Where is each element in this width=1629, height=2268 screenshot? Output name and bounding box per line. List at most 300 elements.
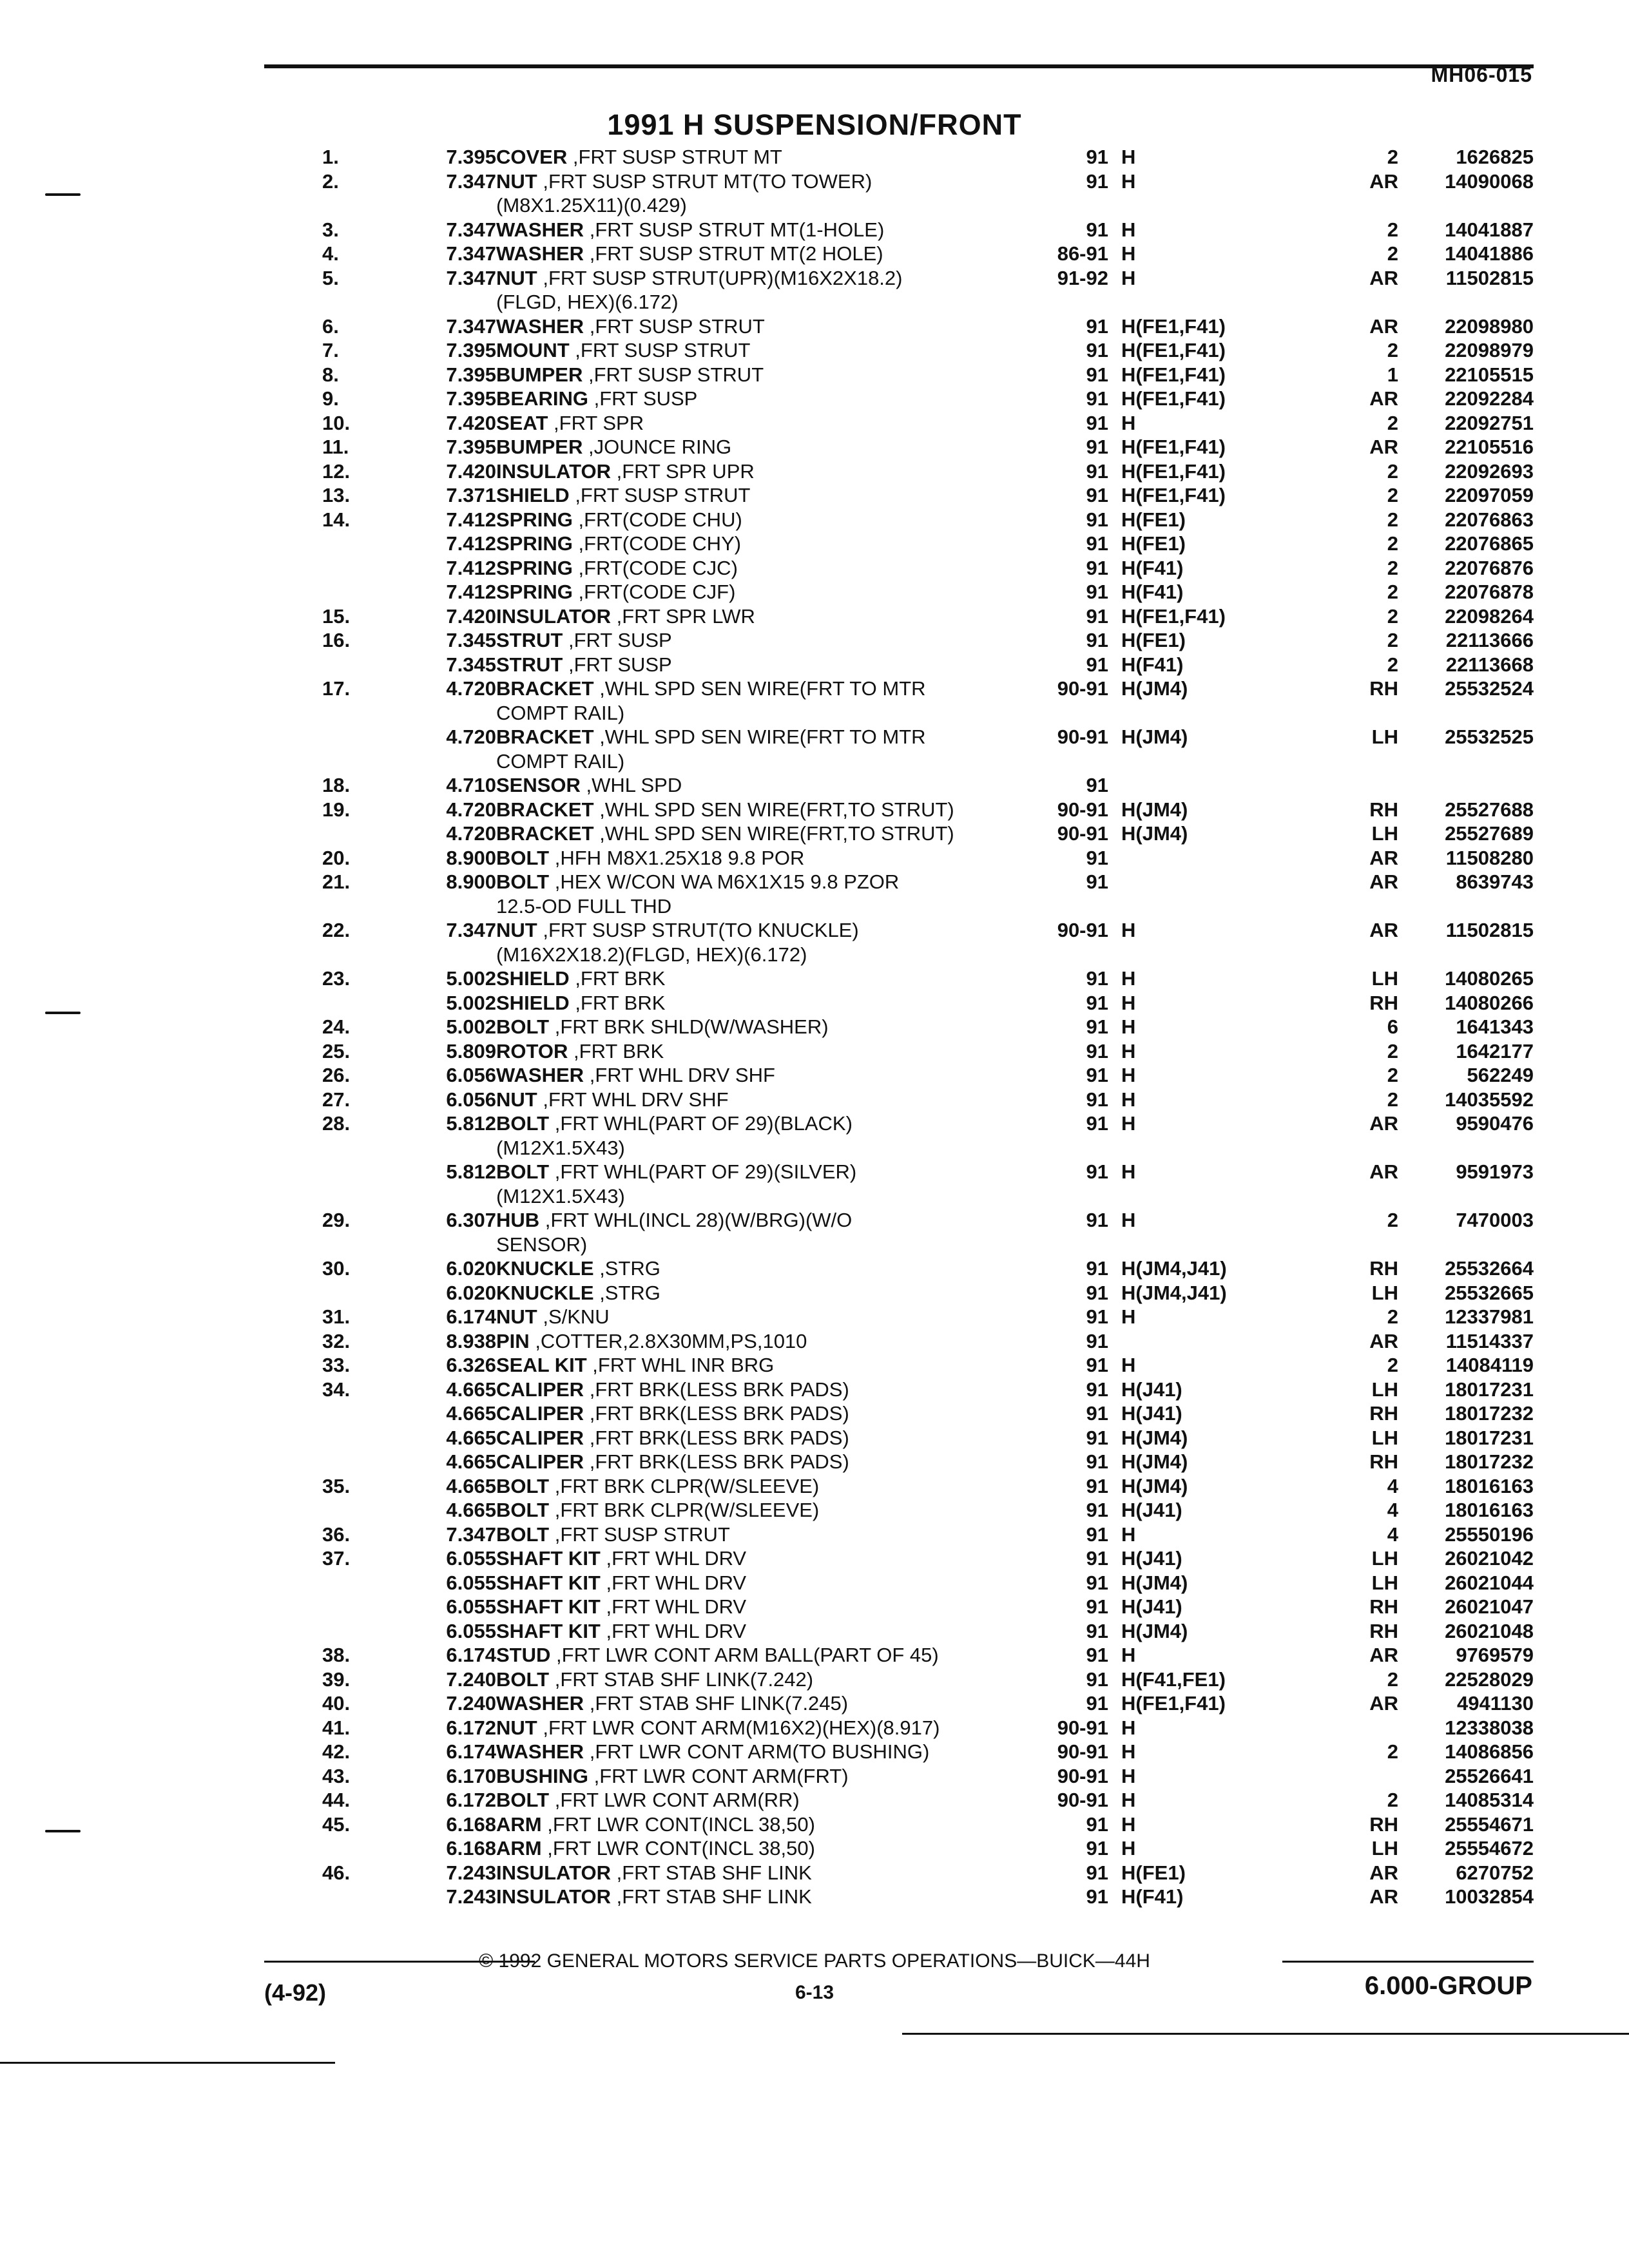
quantity: AR: [1369, 1160, 1398, 1183]
model-code: H(FE1,F41): [1121, 363, 1226, 386]
model-year: 91: [1086, 314, 1108, 338]
part-number: 1626825: [1456, 146, 1534, 168]
model-code: H: [1121, 146, 1136, 168]
part-row: [0, 435, 1629, 459]
model-year: 91: [1086, 218, 1108, 241]
group-number: 6.168: [446, 1812, 496, 1836]
part-detail: ,FRT SUSP STRUT MT(1-HOLE): [589, 218, 885, 241]
description: [496, 677, 926, 701]
group-number: 6.174: [446, 1740, 496, 1763]
part-name: NUT: [496, 169, 537, 193]
part-detail: ,FRT STAB SHF LINK(7.245): [589, 1692, 849, 1715]
part-name: MOUNT: [496, 339, 570, 361]
quantity: AR: [1369, 1692, 1398, 1715]
model-year: 91: [1086, 1595, 1108, 1618]
model-year: 91: [1086, 1523, 1108, 1546]
description: [496, 604, 755, 629]
bottom-rule-left: [0, 2062, 335, 2064]
quantity: RH: [1369, 991, 1398, 1014]
part-detail: ,FRT STAB SHF LINK: [616, 1861, 812, 1884]
part-number: 18017232: [1445, 1402, 1534, 1425]
part-number: 18016163: [1445, 1499, 1534, 1521]
part-detail: ,FRT LWR CONT ARM BALL(PART OF 45): [556, 1644, 939, 1666]
group-number: 7.412: [446, 508, 496, 531]
part-number: 22076878: [1445, 581, 1534, 603]
part-number: 25532525: [1445, 726, 1534, 748]
part-detail: ,FRT WHL(PART OF 29)(SILVER): [554, 1160, 857, 1183]
item-number: 45.: [322, 1812, 351, 1836]
part-number: 4941130: [1457, 1692, 1534, 1715]
part-name: BRACKET: [496, 677, 594, 700]
part-row: [0, 459, 1629, 484]
item-number: 40.: [322, 1692, 351, 1715]
quantity: RH: [1369, 1257, 1398, 1280]
part-row: [0, 218, 1629, 242]
part-name: INSULATOR: [496, 1861, 611, 1884]
model-year: 91: [1086, 1257, 1108, 1280]
item-number: 9.: [322, 387, 339, 410]
part-detail: ,WHL SPD SEN WIRE(FRT,TO STRUT): [599, 798, 954, 821]
group-number: 7.240: [446, 1692, 496, 1715]
model-year: 91: [1086, 1667, 1108, 1691]
part-number: 25532524: [1445, 677, 1534, 700]
part-name: NUT: [496, 919, 537, 941]
description: [496, 1111, 853, 1136]
model-year: 86-91: [1057, 242, 1108, 265]
quantity: 4: [1387, 1474, 1398, 1497]
group-number: 4.665: [446, 1450, 496, 1473]
description: [496, 1498, 819, 1523]
part-number: 14085314: [1445, 1789, 1534, 1811]
part-detail: ,FRT SPR UPR: [616, 459, 755, 483]
part-name: KNUCKLE: [496, 1257, 594, 1280]
model-year: 91: [1086, 436, 1108, 458]
model-year: 91: [1086, 1160, 1108, 1183]
part-row: [0, 1885, 1629, 1909]
model-year: 91: [1086, 1015, 1108, 1038]
part-detail: ,FRT SUSP: [593, 387, 698, 410]
description: [496, 1088, 729, 1112]
item-number: 27.: [322, 1088, 351, 1111]
model-year: 91: [1086, 1064, 1108, 1086]
part-row: [0, 363, 1629, 387]
item-number: 20.: [322, 846, 351, 869]
model-year: 91: [1086, 1039, 1108, 1062]
description: [496, 1378, 849, 1402]
quantity: 2: [1387, 1209, 1398, 1231]
item-number: 4.: [322, 242, 339, 265]
part-row: [0, 1281, 1629, 1305]
part-detail: ,FRT BRK: [574, 1039, 664, 1062]
part-detail: ,FRT LWR CONT(INCL 38,50): [547, 1812, 815, 1836]
part-row: [0, 242, 1629, 266]
group-label: 6.000-GROUP: [1364, 1972, 1532, 2000]
description-cont: (M16X2X18.2)(FLGD, HEX)(6.172): [496, 943, 807, 966]
quantity: 2: [1387, 1305, 1398, 1328]
model-code: H: [1121, 1112, 1136, 1135]
quantity: 4: [1387, 1523, 1398, 1546]
group-number: 7.347: [446, 1523, 496, 1546]
quantity: 2: [1387, 556, 1398, 579]
part-detail: ,FRT LWR CONT ARM(M16X2)(HEX)(8.917): [543, 1716, 940, 1739]
part-number: 22113666: [1445, 629, 1534, 651]
part-row: [0, 145, 1629, 169]
description: [496, 1329, 807, 1354]
part-detail: ,FRT SUSP: [568, 629, 672, 651]
quantity: LH: [1371, 1378, 1398, 1401]
part-detail: ,FRT LWR CONT ARM(TO BUSHING): [589, 1740, 930, 1763]
model-code: H(FE1,F41): [1121, 436, 1226, 458]
part-number: 12338038: [1445, 1716, 1534, 1739]
quantity: LH: [1371, 1426, 1398, 1449]
part-detail: ,HEX W/CON WA M6X1X15 9.8 PZOR: [554, 870, 900, 893]
part-row: [0, 628, 1629, 653]
model-year: 91: [1086, 1088, 1108, 1111]
description-cont: COMPT RAIL): [496, 749, 625, 773]
part-row: [0, 1426, 1629, 1450]
part-number: 22092693: [1445, 459, 1534, 483]
model-code: H: [1121, 1837, 1136, 1860]
group-number: 7.395: [446, 146, 496, 168]
item-number: 46.: [322, 1861, 351, 1884]
model-year: 91: [1086, 1426, 1108, 1449]
part-detail: ,WHL SPD SEN WIRE(FRT TO MTR: [599, 726, 926, 748]
item-number: 3.: [322, 218, 339, 241]
model-code: H(J41): [1121, 1595, 1182, 1618]
description: [496, 556, 738, 581]
item-number: 1.: [322, 146, 339, 168]
description-continuation: [0, 193, 1629, 218]
description-continuation: [0, 943, 1629, 967]
part-row: [0, 1401, 1629, 1426]
group-number: 6.056: [446, 1088, 496, 1111]
item-number: 42.: [322, 1740, 351, 1763]
description: [496, 918, 859, 943]
part-number: 22105515: [1445, 363, 1534, 386]
part-row: [0, 1571, 1629, 1595]
part-name: BOLT: [496, 1499, 550, 1521]
description: [496, 991, 665, 1015]
quantity: 2: [1387, 653, 1398, 676]
model-code: H(JM4): [1121, 1450, 1188, 1473]
quantity: AR: [1369, 919, 1398, 941]
group-number: 7.395: [446, 436, 496, 458]
model-code: H(F41): [1121, 653, 1184, 676]
part-row: [0, 991, 1629, 1015]
quantity: AR: [1369, 1329, 1398, 1352]
part-number: 10032854: [1445, 1885, 1534, 1908]
quantity: LH: [1371, 967, 1398, 990]
group-number: 7.347: [446, 919, 496, 941]
model-year: 91: [1086, 1547, 1108, 1570]
group-number: 7.345: [446, 653, 496, 676]
quantity: 2: [1387, 1039, 1398, 1062]
quantity: 2: [1387, 1354, 1398, 1376]
part-row: [0, 1667, 1629, 1692]
quantity: RH: [1369, 1812, 1398, 1836]
item-number: 38.: [322, 1644, 351, 1666]
quantity: AR: [1369, 266, 1398, 289]
part-name: SPRING: [496, 508, 573, 531]
description-cont: SENSOR): [496, 1233, 588, 1256]
part-number: 14041887: [1445, 218, 1534, 241]
part-name: NUT: [496, 266, 537, 289]
part-name: NUT: [496, 1305, 537, 1328]
model-year: 91: [1086, 870, 1108, 893]
model-code: H: [1121, 1209, 1136, 1231]
group-number: 6.168: [446, 1837, 496, 1860]
model-code: H: [1121, 919, 1136, 941]
model-year: 90-91: [1057, 1716, 1108, 1739]
part-detail: ,FRT SUSP STRUT: [554, 1523, 730, 1546]
part-detail: ,FRT WHL DRV: [606, 1547, 747, 1570]
part-detail: ,FRT WHL DRV: [606, 1595, 747, 1618]
description: [496, 725, 926, 749]
part-name: BOLT: [496, 846, 550, 869]
group-number: 6.307: [446, 1209, 496, 1231]
part-detail: ,FRT SUSP: [568, 653, 672, 676]
part-row: [0, 483, 1629, 508]
model-code: H: [1121, 266, 1136, 289]
part-number: 22098979: [1445, 339, 1534, 361]
part-name: SHAFT KIT: [496, 1547, 601, 1570]
item-number: 17.: [322, 677, 351, 700]
model-year: 91: [1086, 1281, 1108, 1304]
description: [496, 1861, 812, 1885]
part-number: 25527689: [1445, 822, 1534, 845]
item-number: 29.: [322, 1209, 351, 1231]
part-row: [0, 870, 1629, 894]
description: [496, 1571, 746, 1595]
model-year: 91: [1086, 1837, 1108, 1860]
part-row: [0, 1305, 1629, 1329]
item-number: 2.: [322, 169, 339, 193]
description: [496, 411, 644, 436]
part-detail: ,S/KNU: [543, 1305, 610, 1328]
part-detail: ,FRT WHL(PART OF 29)(BLACK): [554, 1112, 853, 1135]
quantity: 2: [1387, 604, 1398, 628]
part-row: [0, 1160, 1629, 1184]
group-number: 6.174: [446, 1305, 496, 1328]
description: [496, 266, 902, 291]
model-code: H(FE1,F41): [1121, 604, 1226, 628]
model-year: 91: [1086, 339, 1108, 361]
item-number: 14.: [322, 508, 351, 531]
quantity: 2: [1387, 1789, 1398, 1811]
description: [496, 1450, 849, 1474]
model-code: H(JM4): [1121, 1619, 1188, 1642]
part-number: 25554671: [1445, 1812, 1534, 1836]
description: [496, 798, 954, 822]
model-code: H(F41): [1121, 581, 1184, 603]
item-number: 30.: [322, 1257, 351, 1280]
part-row: [0, 1619, 1629, 1644]
model-code: H(JM4): [1121, 677, 1188, 700]
model-code: H: [1121, 1015, 1136, 1038]
model-year: 91: [1086, 581, 1108, 603]
description-cont: (M12X1.5X43): [496, 1184, 625, 1207]
group-number: 6.020: [446, 1257, 496, 1280]
group-number: 7.347: [446, 169, 496, 193]
group-number: 4.710: [446, 774, 496, 796]
model-year: 90-91: [1057, 798, 1108, 821]
quantity: 2: [1387, 1088, 1398, 1111]
quantity: RH: [1369, 1402, 1398, 1425]
part-name: BRACKET: [496, 798, 594, 821]
model-year: 91: [1086, 774, 1108, 796]
part-detail: ,FRT(CODE CJF): [578, 581, 736, 603]
model-year: 91: [1086, 1499, 1108, 1521]
quantity: LH: [1371, 1547, 1398, 1570]
quantity: RH: [1369, 677, 1398, 700]
description: [496, 1740, 929, 1764]
description: [496, 1474, 819, 1499]
part-detail: ,WHL SPD: [586, 774, 682, 796]
model-year: 91: [1086, 604, 1108, 628]
part-row: [0, 266, 1629, 291]
part-row: [0, 314, 1629, 339]
model-code: H: [1121, 1812, 1136, 1836]
model-year: 90-91: [1057, 1789, 1108, 1811]
part-name: BOLT: [496, 1112, 550, 1135]
model-year: 91: [1086, 1378, 1108, 1401]
group-number: 8.900: [446, 846, 496, 869]
quantity: 2: [1387, 218, 1398, 241]
quantity: AR: [1369, 1644, 1398, 1666]
quantity: AR: [1369, 169, 1398, 193]
part-name: COVER: [496, 146, 568, 168]
part-name: BOLT: [496, 1789, 550, 1811]
part-row: [0, 1716, 1629, 1740]
model-year: 91: [1086, 1644, 1108, 1666]
part-name: WASHER: [496, 314, 584, 338]
part-number: 22097059: [1445, 484, 1534, 506]
part-name: SHIELD: [496, 967, 570, 990]
model-code: H(JM4): [1121, 1474, 1188, 1497]
model-year: 91: [1086, 363, 1108, 386]
quantity: AR: [1369, 870, 1398, 893]
group-number: 4.665: [446, 1499, 496, 1521]
part-row: [0, 653, 1629, 677]
description: [496, 483, 750, 508]
part-name: CALIPER: [496, 1402, 584, 1425]
part-number: 14035592: [1445, 1088, 1534, 1111]
part-number: 25532665: [1445, 1281, 1534, 1304]
part-row: [0, 604, 1629, 629]
part-name: WASHER: [496, 1064, 584, 1086]
part-number: 14041886: [1445, 242, 1534, 265]
description: [496, 1716, 940, 1740]
part-number: 22076865: [1445, 532, 1534, 555]
part-row: [0, 1861, 1629, 1885]
part-number: 26021044: [1445, 1571, 1534, 1594]
part-row: [0, 1546, 1629, 1571]
part-name: BRACKET: [496, 726, 594, 748]
part-name: ROTOR: [496, 1039, 568, 1062]
model-year: 91: [1086, 991, 1108, 1014]
description: [496, 1812, 815, 1837]
item-number: 43.: [322, 1764, 351, 1787]
part-number: 14086856: [1445, 1740, 1534, 1763]
description: [496, 1836, 815, 1861]
part-number: 14080266: [1445, 991, 1534, 1014]
part-name: SENSOR: [496, 774, 581, 796]
part-detail: ,FRT BRK CLPR(W/SLEEVE): [554, 1499, 820, 1521]
part-detail: ,FRT LWR CONT ARM(FRT): [593, 1764, 849, 1787]
item-number: 41.: [322, 1716, 351, 1739]
model-year: 90-91: [1057, 1740, 1108, 1763]
group-number: 7.347: [446, 266, 496, 289]
part-number: 9591973: [1456, 1160, 1534, 1183]
part-name: BRACKET: [496, 822, 594, 845]
model-code: H: [1121, 242, 1136, 265]
group-number: 7.371: [446, 484, 496, 506]
part-name: WASHER: [496, 1740, 584, 1763]
group-number: 4.665: [446, 1402, 496, 1425]
part-detail: ,FRT(CODE CHU): [578, 508, 742, 531]
part-number: 26021042: [1445, 1547, 1534, 1570]
part-name: SHAFT KIT: [496, 1619, 601, 1642]
model-code: H(FE1,F41): [1121, 339, 1226, 361]
description-cont: (FLGD, HEX)(6.172): [496, 291, 679, 313]
quantity: 4: [1387, 1499, 1398, 1521]
model-year: 91: [1086, 387, 1108, 410]
model-year: 91-92: [1057, 266, 1108, 289]
item-number: 10.: [322, 411, 351, 434]
part-detail: ,FRT WHL DRV SHF: [589, 1064, 775, 1086]
part-row: [0, 1256, 1629, 1281]
item-number: 34.: [322, 1378, 351, 1401]
group-number: 6.172: [446, 1789, 496, 1811]
part-number: 18017232: [1445, 1450, 1534, 1473]
quantity: AR: [1369, 1861, 1398, 1884]
quantity: RH: [1369, 798, 1398, 821]
part-number: 562249: [1467, 1064, 1534, 1086]
part-row: [0, 338, 1629, 363]
model-year: 90-91: [1057, 919, 1108, 941]
group-number: 7.395: [446, 339, 496, 361]
item-number: 6.: [322, 314, 339, 338]
model-code: H(JM4,J41): [1121, 1257, 1227, 1280]
model-year: 91: [1086, 484, 1108, 506]
part-detail: ,FRT LWR CONT ARM(RR): [554, 1789, 800, 1811]
model-year: 91: [1086, 1450, 1108, 1473]
quantity: 2: [1387, 146, 1398, 168]
quantity: 2: [1387, 1064, 1398, 1086]
part-row: [0, 532, 1629, 556]
model-year: 91: [1086, 1885, 1108, 1908]
quantity: LH: [1371, 1837, 1398, 1860]
item-number: 12.: [322, 459, 351, 483]
part-number: 14090068: [1445, 169, 1534, 193]
model-year: 91: [1086, 967, 1108, 990]
part-detail: ,FRT BRK SHLD(W/WASHER): [554, 1015, 829, 1038]
part-name: BOLT: [496, 1160, 550, 1183]
part-row: [0, 966, 1629, 991]
part-name: SPRING: [496, 532, 573, 555]
part-row: [0, 822, 1629, 846]
part-detail: ,FRT WHL INR BRG: [592, 1354, 775, 1376]
part-row: [0, 1595, 1629, 1619]
part-detail: ,FRT SUSP STRUT(TO KNUCKLE): [543, 919, 859, 941]
part-number: 11502815: [1445, 919, 1534, 941]
quantity: 2: [1387, 339, 1398, 361]
description: [496, 169, 872, 194]
description: [496, 1281, 660, 1305]
part-detail: ,FRT SUSP STRUT: [588, 363, 764, 386]
part-number: 22098980: [1445, 314, 1534, 338]
part-name: WASHER: [496, 218, 584, 241]
